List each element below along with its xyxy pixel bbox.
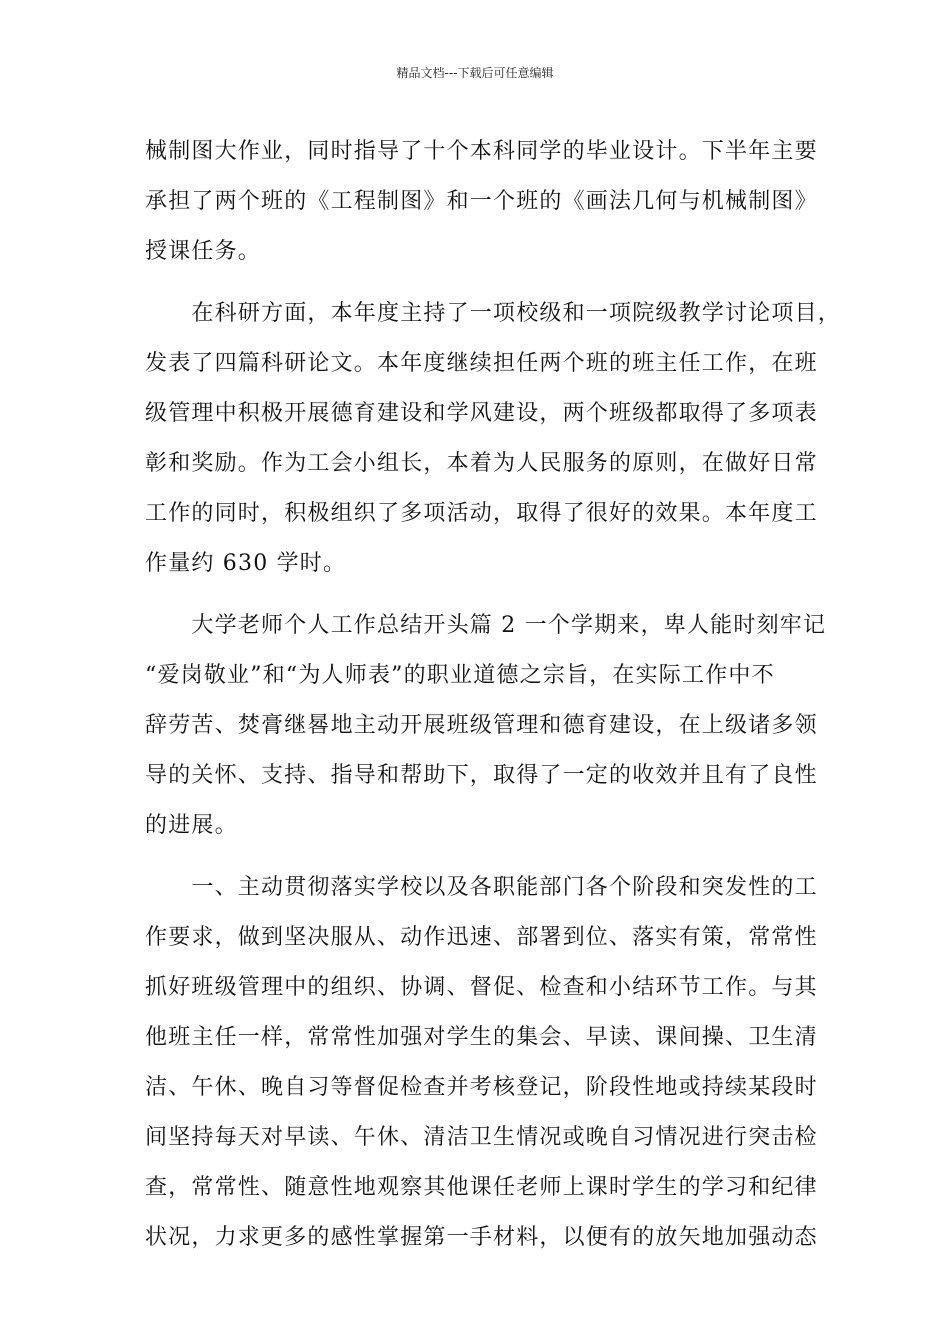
text-line: 导的关怀、支持、指导和帮助下，取得了一定的收效并且有了良性	[145, 763, 818, 788]
text-line: 他班主任一样，常常性加强对学生的集会、早读、课间操、卫生清	[145, 1025, 818, 1050]
text-line: 的进展。	[145, 813, 238, 838]
paragraph	[145, 127, 825, 277]
text-line: 查，常常性、随意性地观察其他课任老师上课时学生的学习和纪律	[145, 1175, 818, 1200]
text-line: 大学老师个人工作总结开头篇 2 一个学期来，卑人能时刻牢记	[145, 613, 827, 638]
paragraph	[145, 601, 825, 851]
text-line: 状况，力求更多的感性掌握第一手材料，以便有的放矢地加强动态	[145, 1225, 818, 1250]
text-line: 授课任务。	[145, 239, 262, 264]
text-line: 发表了四篇科研论文。本年度继续担任两个班的班主任工作，在班	[145, 351, 818, 376]
text-line: 辞劳苦、焚膏继晷地主动开展班级管理和德育建设，在上级诸多领	[145, 713, 818, 738]
text-line: 级管理中积极开展德育建设和学风建设，两个班级都取得了多项表	[145, 401, 818, 426]
paragraph	[145, 289, 842, 589]
text-line: 洁、午休、晚自习等督促检查并考核登记，阶段性地或持续某段时	[145, 1075, 818, 1100]
text-line: 彰和奖励。作为工会小组长，本着为人民服务的原则，在做好日常	[145, 451, 818, 476]
text-line: 承担了两个班的《工程制图》和一个班的《画法几何与机械制图》	[145, 189, 818, 214]
text-line: 工作的同时，积极组织了多项活动，取得了很好的效果。本年度工	[145, 501, 818, 526]
text-line: 一、主动贯彻落实学校以及各职能部门各个阶段和突发性的工	[145, 875, 818, 900]
text-line: 在科研方面，本年度主持了一项校级和一项院级教学讨论项目，	[145, 301, 842, 326]
document-body	[145, 127, 842, 1263]
text-line: “爱岗敬业”和“为人师表”的职业道德之宗旨，在实际工作中不	[145, 663, 775, 688]
text-line: 作要求，做到坚决服从、动作迅速、部署到位、落实有策，常常性	[145, 925, 818, 950]
text-line: 械制图大作业，同时指导了十个本科同学的毕业设计。下半年主要	[145, 139, 818, 164]
page-header: 精品文档---下载后可任意编辑	[396, 66, 554, 80]
text-line: 抓好班级管理中的组织、协调、督促、检查和小结环节工作。与其	[145, 975, 818, 1000]
paragraph	[145, 863, 825, 1263]
text-line: 间坚持每天对早读、午休、清洁卫生情况或晚自习情况进行突击检	[145, 1125, 818, 1150]
text-line: 作量约 630 学时。	[145, 551, 347, 576]
